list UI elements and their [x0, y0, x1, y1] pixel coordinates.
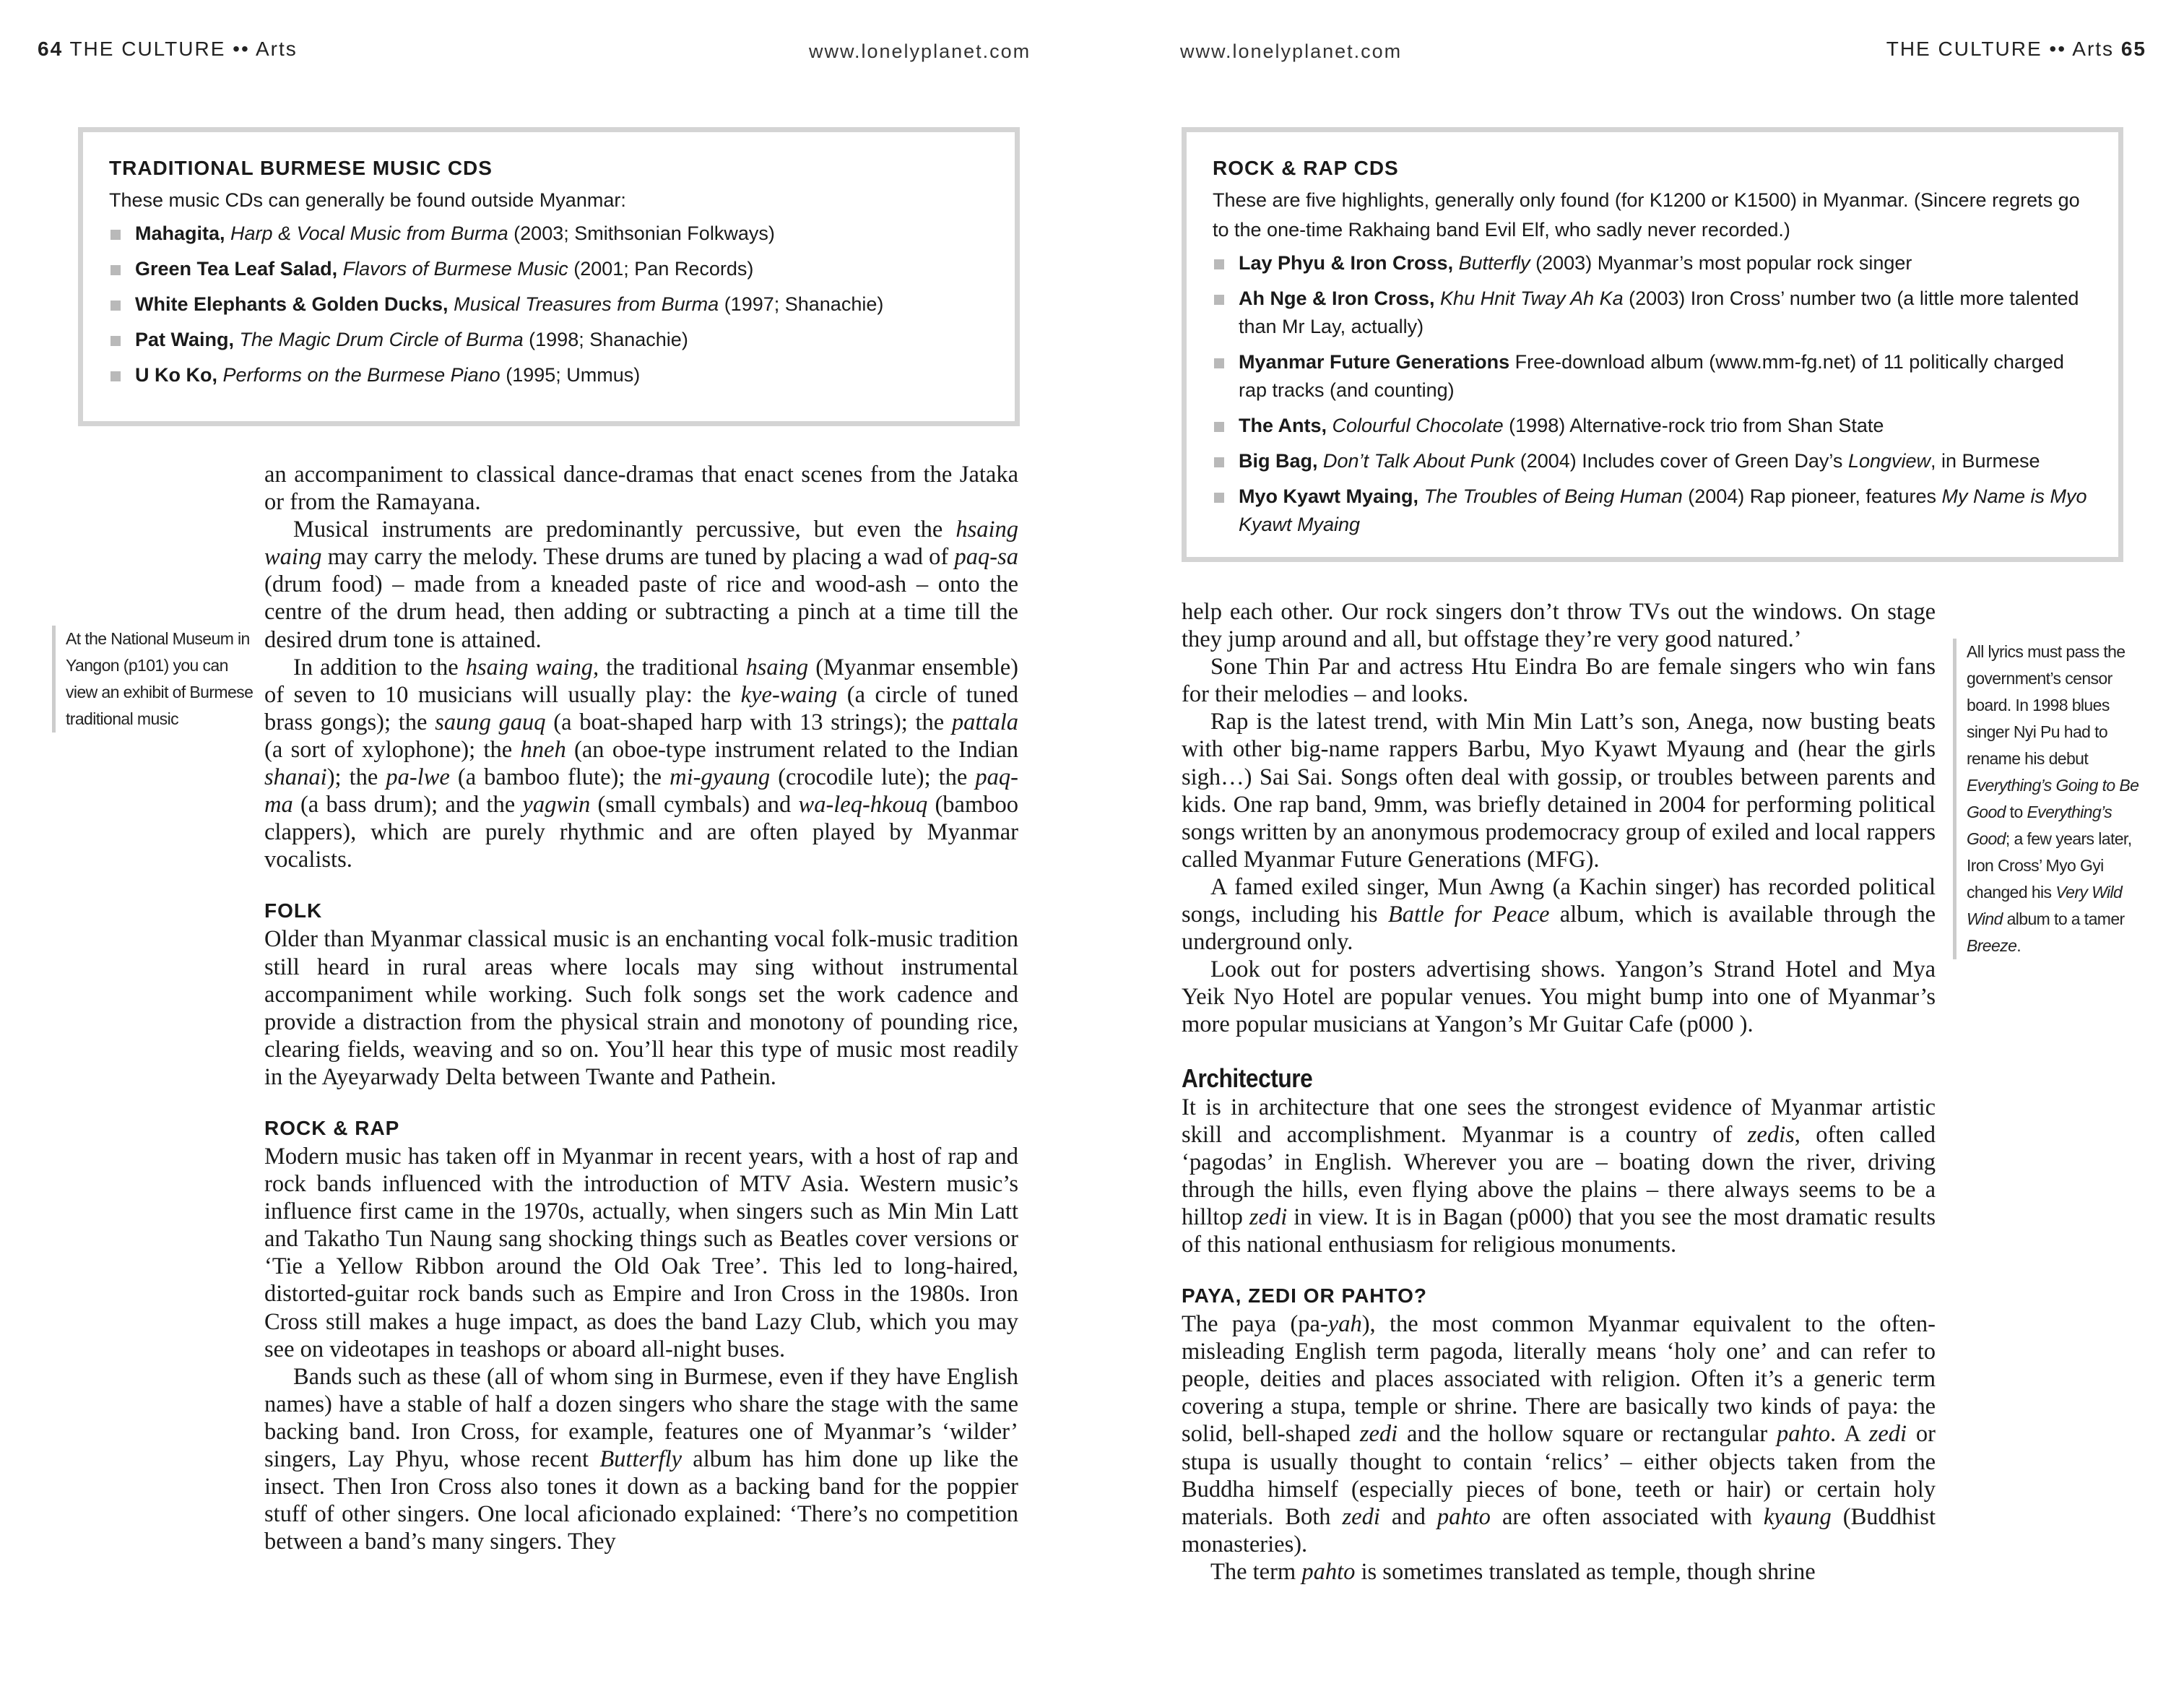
paragraph: Modern music has taken off in Myanmar in recent years, with a host of rap and rock bands influenced with the introduction of MTV Asia. Western music’s influence first came in the 1970s, actually, when singers such as Min Min Latt and Takatho Tun Naung sang shocking things such as Beatles cover versions or ‘Tie a Yellow Ribbon around the Old Oak Tree’. This led to long-haired, distorted-guitar rock bands such as Empire and Iron Cross in the 1980s. Iron Cross still makes a huge impact, as does the band Lazy Club, which you may see on videotapes in teashops or aboard all-night buses. — [264, 1143, 1018, 1362]
list-item: Ah Nge & Iron Cross, Khu Hnit Tway Ah Ka (2003) Iron Cross’ number two (a little more talented than Mr Lay, actually) — [1213, 285, 2092, 341]
rock-rap-cds-box — [1182, 127, 2123, 562]
margin-note-right: All lyrics must pass the government’s censor board. In 1998 blues singer Nyi Pu had to rename his debut Everything’s Going to Be Good to Everything’s Good; a few years later, Iron Cross’ Myo Gyi changed his Very Wild Wind album to a tamer Breeze. — [1953, 639, 2147, 959]
cd-list — [1213, 249, 2092, 539]
margin-note-left: At the National Museum in Yangon (p101) you can view an exhibit of Burmese traditional music — [52, 626, 254, 733]
section-heading-rock-rap: ROCK & RAP — [264, 1116, 400, 1139]
running-head-text-left: THE CULTURE •• Arts — [69, 38, 298, 60]
box-title: TRADITIONAL BURMESE MUSIC CDS — [109, 157, 493, 179]
page-number-left: 64 — [38, 38, 64, 60]
list-item: Myanmar Future Generations Free-download album (www.mm-fg.net) of 11 politically charged rap tracks (and counting) — [1213, 348, 2092, 405]
section-heading-architecture: Architecture — [1182, 1063, 1313, 1093]
list-item: White Elephants & Golden Ducks, Musical Treasures from Burma (1997; Shanachie) — [109, 290, 989, 319]
running-head-right — [1886, 38, 2146, 61]
paragraph: Bands such as these (all of whom sing in Burmese, even if they have English names) have a stable of half a dozen singers who share the stage with the same backing band. Iron Cross, for example, features one of Myanmar’s ‘wilder’ singers, Lay Phyu, whose recent Butterfly album has him done up like the insect. Then Iron Cross also tones it down as a backing band for the poppier stuff of other singers. One local aficionado explained: ‘There’s no competition between a band’s many singers. They — [264, 1363, 1018, 1555]
list-item: Mahagita, Harp & Vocal Music from Burma (2003; Smithsonian Folkways) — [109, 220, 989, 248]
running-head-left — [38, 38, 298, 61]
paragraph: A famed exiled singer, Mun Awng (a Kachin singer) has recorded political songs, including his Battle for Peace album, which is available through the underground only. — [1182, 873, 1936, 956]
cd-list — [109, 220, 989, 389]
paragraph: Sone Thin Par and actress Htu Eindra Bo are female singers who win fans for their melodies – and looks. — [1182, 654, 1936, 708]
list-item: Pat Waing, The Magic Drum Circle of Burma (1998; Shanachie) — [109, 326, 989, 354]
paragraph: Older than Myanmar classical music is an enchanting vocal folk-music tradition still heard in rural areas where locals may sing without instrumental accompaniment while working. Such folk songs set the work cadence and provide a distraction from the physical strain and monotony of pounding rice, clearing fields, weaving and so on. You’ll hear this type of music most readily in the Ayeyarwady Delta between Twante and Pathein. — [264, 926, 1018, 1090]
list-item: Lay Phyu & Iron Cross, Butterfly (2003) Myanmar’s most popular rock singer — [1213, 249, 2092, 277]
list-item: Big Bag, Don’t Talk About Punk (2004) Includes cover of Green Day’s Longview, in Burmese — [1213, 447, 2092, 475]
body-column-left — [264, 461, 1018, 1555]
paragraph: Rap is the latest trend, with Min Min Latt’s son, Anega, now busting beats with other big-name rappers Barbu, Myo Kyawt Myaung and (hear the girls sigh…) Sai Sai. Songs often deal with gossip, or troubles between parents and kids. One rap band, 9mm, was briefly detained in 2004 for performing political songs written by an anonymous prodemocracy group of exiled and local rappers called Myanmar Future Generations (MFG). — [1182, 709, 1936, 873]
paragraph: The term pahto is sometimes translated as temple, though shrine — [1210, 1558, 1816, 1585]
box-intro: These are five highlights, generally only found (for K1200 or K1500) in Myanmar. (Sincere regrets go to the one-time Rakhaing band Evil Elf, who sadly never recorded.) — [1213, 189, 2080, 241]
page-number-right: 65 — [2120, 38, 2146, 60]
paragraph: an accompaniment to classical dance-dramas that enact scenes from the Jataka or from the Ramayana. — [264, 462, 1018, 516]
list-item: U Ko Ko, Performs on the Burmese Piano (1995; Ummus) — [109, 361, 989, 389]
paragraph: It is in architecture that one sees the strongest evidence of Myanmar artistic skill and accomplishment. Myanmar is a country of zedis, often called ‘pagodas’ in English. Wherever you are – boating down the river, driving through the hills, even flying above the plains – there always seems to be a hilltop zedi in view. It is in Bagan (p000) that you see the most dramatic results of this national enthusiasm for religious monuments. — [1182, 1094, 1936, 1258]
section-heading-folk: FOLK — [264, 899, 323, 922]
url-right: www.lonelyplanet.com — [1180, 40, 1403, 62]
list-item: Myo Kyawt Myaing, The Troubles of Being Human (2004) Rap pioneer, features My Name is Myo Kyawt Myaing — [1213, 483, 2092, 539]
running-head-text-right: THE CULTURE •• Arts — [1886, 38, 2115, 60]
box-intro: These music CDs can generally be found outside Myanmar: — [109, 189, 626, 211]
paragraph: help each other. Our rock singers don’t throw TVs out the windows. On stage they jump around and all, but offstage they’re very good natured.’ — [1182, 599, 1936, 653]
paragraph: The paya (pa-yah), the most common Myanmar equivalent to the often-misleading English term pagoda, literally means ‘holy one’ and can refer to people, deities and places associated with religion. Often it’s a generic term covering a stupa, temple or shrine. There are basically two kinds of paya: the solid, bell-shaped zedi and the hollow square or rectangular pahto. A zedi or stupa is usually thought to contain ‘relics’ – either objects taken from the Buddha himself (especially pieces of bone, teeth or hair) or certain holy materials. Both zedi and pahto are often associated with kyaung (Buddhist monasteries). — [1182, 1311, 1936, 1557]
list-item: The Ants, Colourful Chocolate (1998) Alternative-rock trio from Shan State — [1213, 412, 2092, 440]
body-column-right — [1182, 598, 1936, 1586]
section-heading-paya: PAYA, ZEDI OR PAHTO? — [1182, 1284, 1427, 1308]
paragraph: In addition to the hsaing waing, the traditional hsaing (Myanmar ensemble) of seven to 10 musicians will usually play: the kye-waing (a circle of tuned brass gongs); the saung gauq (a boat-shaped harp with 13 strings); the pattala (a sort of xylophone); the hneh (an oboe-type instrument related to the Indian shanai); the pa-lwe (a bamboo flute); the mi-gyaung (crocodile lute); the paq-ma (a bass drum); and the yagwin (small cymbals) and wa-leq-hkouq (bamboo clappers), which are purely rhythmic and are often played by Myanmar vocalists. — [264, 654, 1019, 873]
traditional-music-cds-box — [78, 127, 1020, 426]
right-page — [1092, 0, 2184, 1681]
url-left: www.lonelyplanet.com — [809, 40, 1031, 62]
paragraph: Musical instruments are predominantly percussive, but even the hsaing waing may carry the melody. These drums are tuned by placing a wad of paq-sa (drum food) – made from a kneaded paste of rice and wood-ash – onto the centre of the drum head, then adding or subtracting a pinch at a time till the desired drum tone is attained. — [264, 517, 1018, 653]
list-item: Green Tea Leaf Salad, Flavors of Burmese Music (2001; Pan Records) — [109, 255, 989, 283]
box-title: ROCK & RAP CDS — [1213, 157, 1399, 179]
paragraph: Look out for posters advertising shows. Yangon’s Strand Hotel and Mya Yeik Nyo Hotel are popular venues. You might bump into one of Myanmar’s more popular musicians at Yangon’s Mr Guitar Cafe (p000 ). — [1182, 956, 1936, 1038]
